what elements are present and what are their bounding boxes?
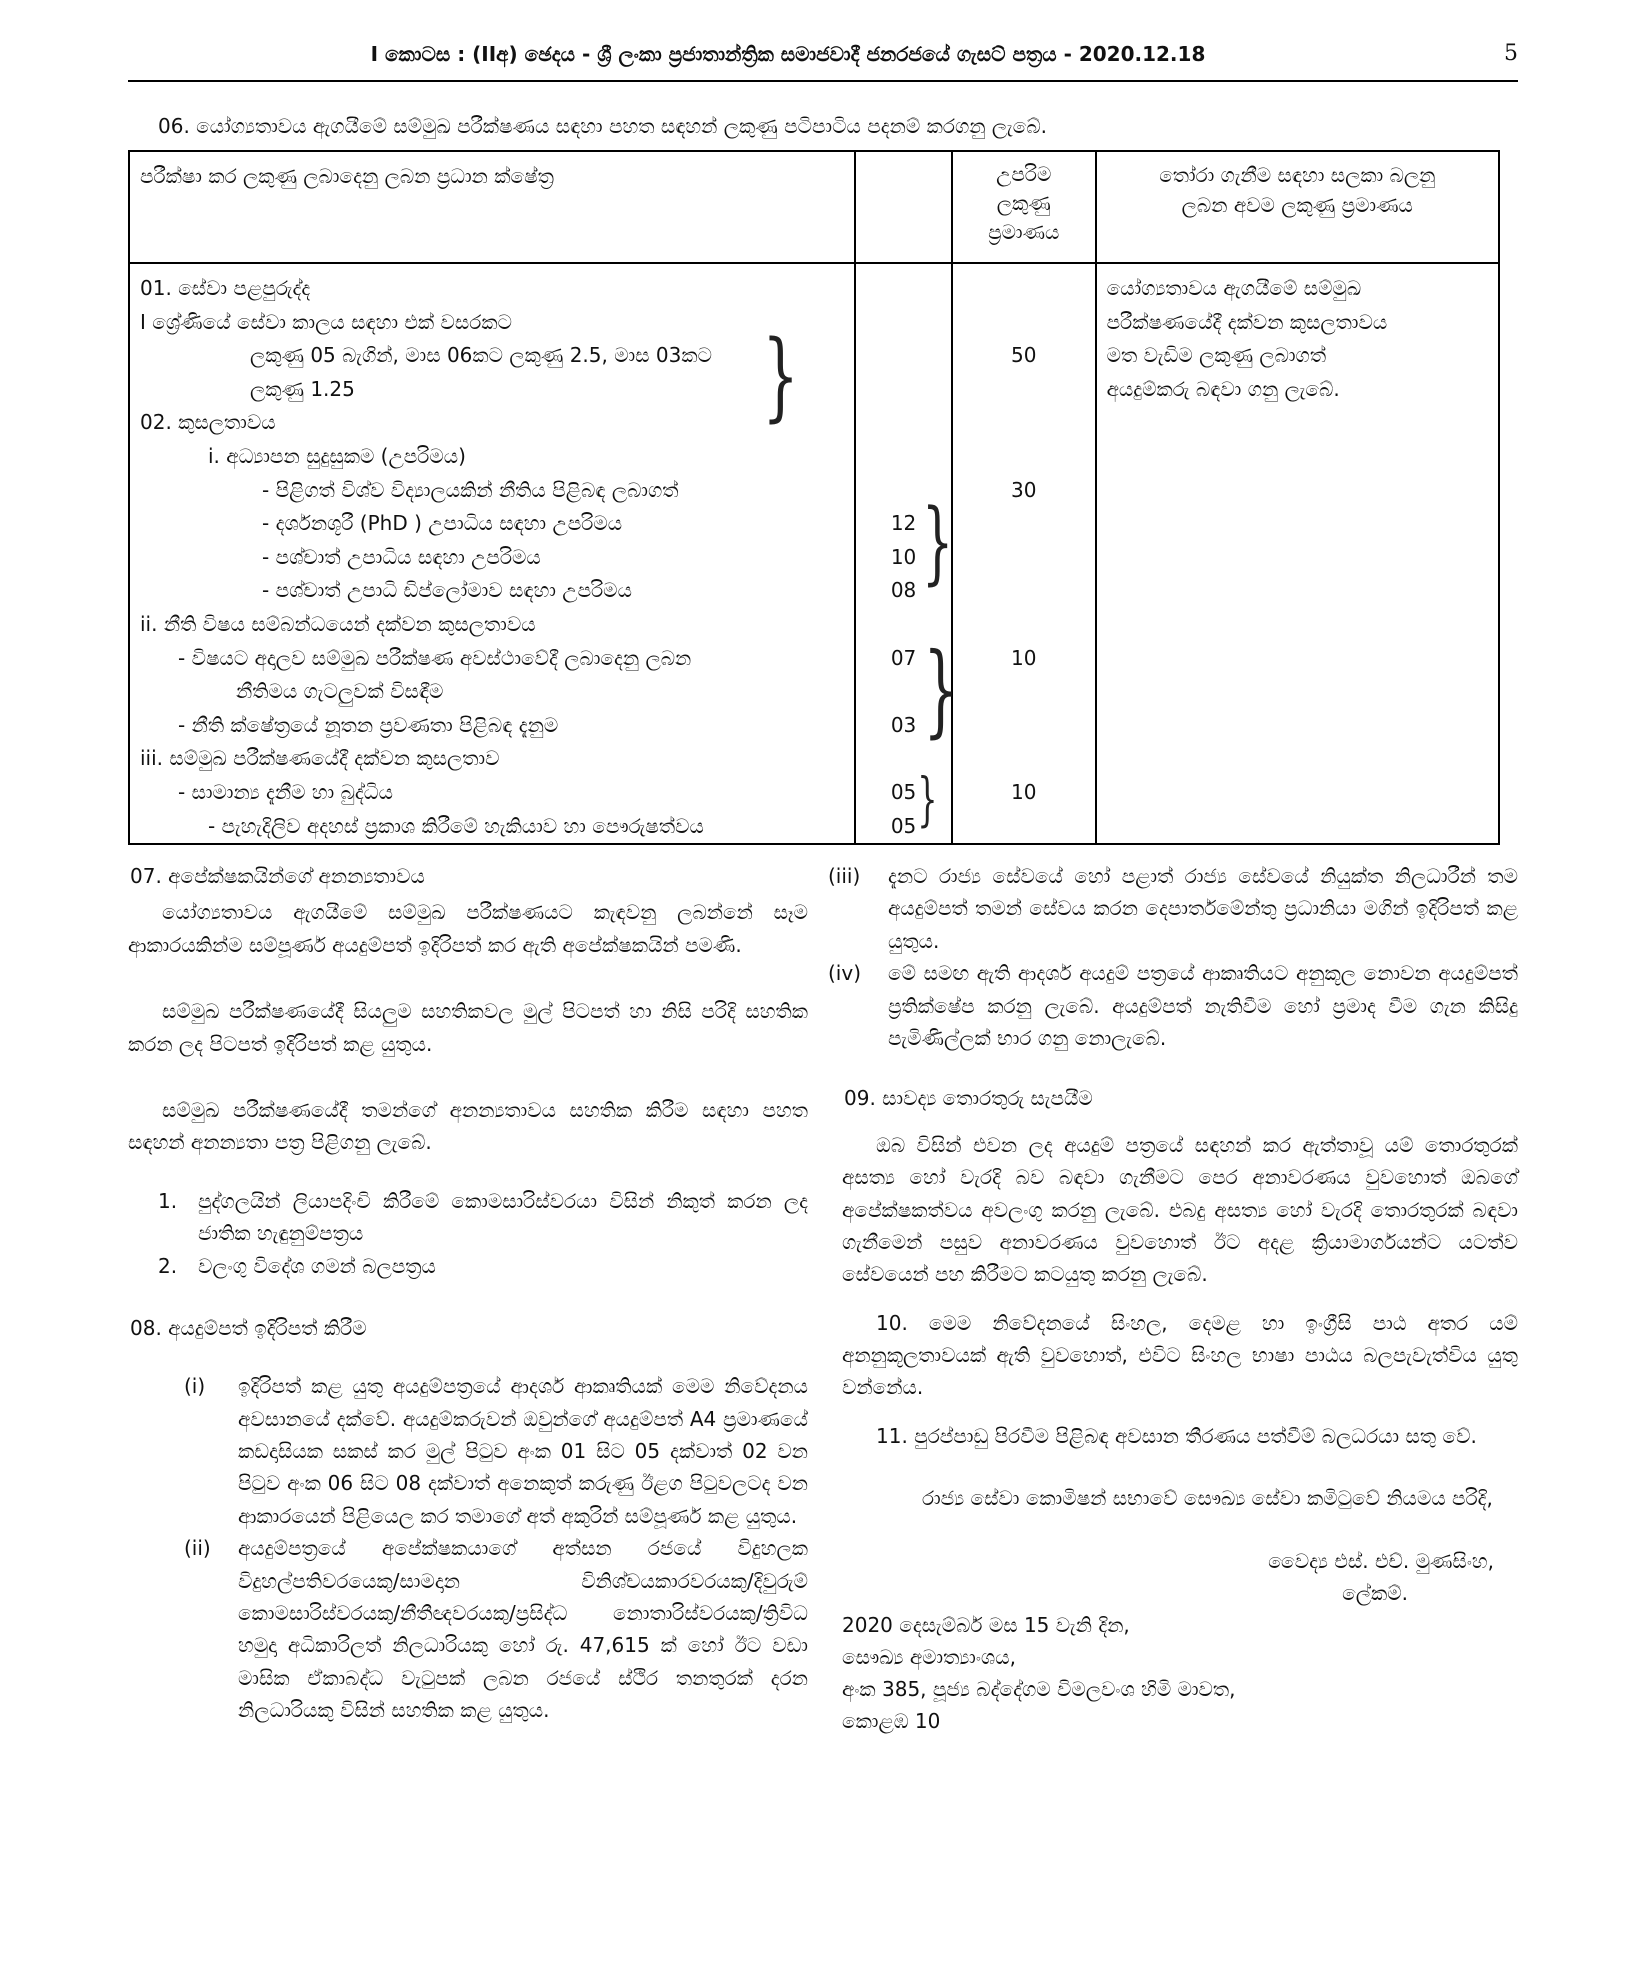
brace-legal: }	[923, 631, 959, 748]
section-08-title: 08. අයදුම්පත් ඉදිරිපත් කිරීම	[130, 1315, 367, 1340]
sub-marks-cell: 12	[890, 511, 917, 536]
criteria-row: - පිළිගත් විශ්ව විද්‍යාලයකින් නීතිය පිළිබඳ ලබාගත්	[262, 477, 679, 502]
criteria-row: - පැහැදිලිව අදහස් ප්‍රකාශ කිරීමේ හැකියාව හා පෞරුෂත්වය	[208, 813, 704, 838]
max-marks-cell	[963, 507, 1085, 541]
section-06-intro: 06. යෝග්‍යතාවය ඇගයීමේ සම්මුඛ පරීක්ෂණය සඳහා පහත සඳහන් ලකුණු පටිපාටිය පදනම් කරගනු ලැබේ.	[158, 114, 1047, 138]
criteria-row: - විෂයට අදාලව සම්මුඛ පරීක්ෂණ අවස්ථාවේදී ලබාදෙනු ලබන	[178, 645, 692, 670]
section-09-title: 09. සාවද්‍ය තොරතුරු සැපයීම	[844, 1086, 1093, 1111]
criteria-row: ii. නීති විෂය සම්බන්ධයෙන් දක්වන කුසලතාවය	[140, 611, 536, 636]
section-07-para-3: සම්මුඛ පරීක්ෂණයේදී තමන්ගේ අනන්‍යතාවය සහතික කිරීම සඳහා පහත සඳහන් අනන්‍යතා පත්‍ර පිළිගනු ලැබේ.	[128, 1097, 808, 1155]
brace-service: }	[762, 320, 799, 432]
section-07-para-1: යෝග්‍යතාවය ඇගයීමේ සම්මුඛ පරීක්ෂණයට කැඳවනු ලබන්නේ සෑම ආකාරයකින්ම සම්පූර්ණ අයදුම්පත් ඉදිරිපත් කර ඇති අපේක්ෂකයින් පමණි.	[128, 900, 808, 957]
page-number: 5	[1504, 41, 1518, 66]
list-item: (iii) දැනට රාජ්‍ය සේවයේ හෝ පළාත් රාජ්‍ය සේවයේ නියුක්ත නිලධාරීන් තම අයදුම්පත් තමන් සේවය කරන දෙපාර්තමේන්තු ප්‍රධානියා මගින් ඉදිරිපත් කළ යුතුය.	[828, 864, 1518, 953]
criteria-row: I ශ්‍රේණියේ සේවා කාලය සඳහා එක් වසරකට	[140, 309, 512, 334]
criteria-row: ලකුණු 1.25	[250, 376, 355, 401]
max-marks-cell	[963, 742, 1085, 776]
max-marks-cell	[963, 272, 1085, 306]
section-11-para: 11. පුරප්පාඩු පිරවීම පිළිබඳ අවසාන තීරණය පත්වීම් බලධරයා සතු වේ.	[876, 1423, 1477, 1448]
sub-marks-cell	[866, 373, 941, 407]
list-item: (ii) අයදුම්පත්‍රයේ අපේක්ෂකයාගේ අත්සන රජයේ විදුහලක විදුහල්පතිවරයෙකු/සාමදාන විනිශ්චයකාරවරයකු/දිවුරුම් කොමසාරිස්වරයකු/නීතීඥවරයකු/ප්‍රසිද්ධ නොතාරිස්වරයකු/ත්‍රිවිධ හමුදා අධිකාරිලත් නිලධාරියකු හෝ රු. 47,615 ක් හෝ ඊට වඩා මාසික ඒකාබද්ධ වැටුපක් ලබන රජයේ ස්ථිර තනතුරක් දරන නිලධාරියකු විසින් සහතික කළ යුතුය.	[184, 1536, 808, 1723]
max-marks-cell	[963, 675, 1085, 709]
id-documents-list	[158, 1185, 808, 1282]
header-max-marks: උපරිම ලකුණු ප්‍රමාණය	[952, 151, 1096, 263]
address-block: 2020 දෙසැම්බර් මස 15 වැනි දින, සෞඛ්‍ය අමාත්‍යාංශය, අංක 385, පූජ්‍ය බද්දේගම විමලවංශ හිමි මාවත, කොළඹ 10	[842, 1613, 1236, 1734]
marks-table-header	[129, 151, 1499, 263]
sub-marks-cell: 08	[890, 578, 917, 603]
criteria-row: 02. කුසලතාවය	[140, 410, 276, 435]
criteria-row: - දර්ශනශූරී (PhD ) උපාධිය සඳහා උපරිමය	[262, 511, 623, 536]
criteria-row: ලකුණු 05 බැගින්, මාස 06කට ලකුණු 2.5, මාස 03කට	[250, 343, 712, 368]
header-main-areas: පරීක්ෂා කර ලකුණු ලබාදෙනු ලබන ප්‍රධාන ක්ෂේත්‍ර	[129, 151, 855, 263]
max-marks-cell: 30	[1011, 477, 1037, 502]
sub-marks-cell	[866, 272, 941, 306]
sub-marks-cell: 03	[890, 712, 917, 737]
criteria-column	[129, 263, 855, 844]
sub-marks-cell	[866, 406, 941, 440]
header-sub-marks	[855, 151, 952, 263]
marks-table-body	[129, 263, 1499, 844]
section-08-items-left	[178, 1370, 808, 1726]
list-item: (i) ඉදිරිපත් කළ යුතු අයදුම්පත්‍රයේ ආදර්ශ ආකෘතියක් මෙම නිවේදනය අවසානයේ දක්වේ. අයදුම්කරුවන් ඔවුන්ගේ අයදුම්පත් A4 ප්‍රමාණයේ කඩදාසියක සකස් කර මුල් පිටුව අංක 01 සිට 05 දක්වාත් 02 වන පිටුව අංක 06 සිට 08 දක්වාත් අනෙකුත් කරුණු ඊළග පිටුවලටද වන ආකාරයෙන් පිළියෙල කර තමාගේ අත් අකුරින් සම්පූර්ණ කළ යුතුය.	[184, 1374, 808, 1528]
max-marks-cell	[963, 373, 1085, 407]
signatory-name: වෛද්‍ය එස්. එච්. මුණසිංහ,	[1268, 1548, 1494, 1573]
criteria-row: - නීති ක්ෂේත්‍රයේ නූතන ප්‍රවණතා පිළිබඳ දැනුම	[178, 712, 559, 737]
brace-education: }	[921, 490, 954, 595]
max-marks-column	[952, 263, 1096, 844]
section-07-title: 07. අපේක්ෂකයින්ගේ අනන්‍යතාවය	[130, 864, 425, 888]
max-marks-cell: 50	[1011, 343, 1037, 368]
section-09-para: ඔබ විසින් එවන ලද අයදුම් පත්‍රයේ සඳහන් කර ඇත්තාවූ යම් තොරතුරක් අසත්‍ය හෝ වැරදි බව බඳවා ගැනීමට පෙර අනාවරණය වුවහොත් ඔබගේ අපේක්ෂකත්වය අවලංගු කරනු ලැබේ. එබදු අසත්‍ය හෝ වැරදි තොරතුරක් බඳවා ගැනීමෙන් පසුව අනාවරණය වුවහොත් ඊට අදළ ක්‍රියාමාර්ගයන්ට යටත්ව සේවයෙන් පහ කිරීමට කටයුතු කරනු ලැබේ.	[842, 1132, 1518, 1287]
page-header	[128, 10, 1518, 82]
max-marks-cell: 10	[1011, 779, 1037, 804]
criteria-row: - පශ්චාත් උපාධිය සඳහා උපරිමය	[262, 544, 541, 569]
marks-table	[128, 150, 1500, 845]
sub-marks-cell: 05	[890, 813, 917, 838]
max-marks-cell	[963, 541, 1085, 575]
criteria-row: නීතිමය ගැටලුවක් විසඳීම	[236, 679, 444, 704]
max-marks-cell	[963, 810, 1085, 844]
right-column	[828, 860, 1518, 1737]
max-marks-cell: 10	[1011, 645, 1037, 670]
sub-marks-cell: 05	[890, 779, 917, 804]
list-item: 2. වලංගු විදේශ ගමන් බලපත්‍රය	[158, 1253, 436, 1278]
left-column	[128, 860, 808, 1727]
sub-marks-cell	[866, 440, 941, 474]
section-07-para-2: සම්මුඛ පරීක්ෂණයේදී සියලුම සහතිකවල මුල් පිටපත් හා නිසි පරිදි සහතික කරන ලද පිටපත් ඉදිරිපත් කළ යුතුය.	[128, 999, 808, 1056]
criteria-row: 01. සේවා පළපුරුද්ද	[140, 276, 311, 300]
criteria-row: - පශ්චාත් උපාධි ඩිප්ලෝමාව සඳහා උපරිමය	[262, 578, 632, 603]
signatory-title: ලේකම්.	[1342, 1581, 1408, 1606]
section-08-items-right	[822, 860, 1518, 1054]
max-marks-cell	[963, 440, 1085, 474]
order-para: රාජ්‍ය සේවා කොමිෂන් සභාවේ සෞඛ්‍ය සේවා කමිටුවේ නියමය පරිදි,	[922, 1486, 1493, 1511]
criteria-row: i. අධ්‍යාපන සුදුසුකම (උපරිමය)	[208, 443, 466, 468]
sub-marks-cell: 07	[890, 645, 917, 670]
sub-marks-cell	[866, 306, 941, 340]
list-item: 1. පුද්ගලයින් ලියාපදිංචි කිරීමේ කොමසාරිස්වරයා විසින් නිකුත් කරන ලද ජාතික හැඳුනුම්පත්‍රය	[158, 1188, 808, 1246]
list-item: (iv) මේ සමඟ ඇති ආදර්ශ අයදුම් පත්‍රයේ ආකෘතියට අනුකූල නොවන අයදුම්පත් ප්‍රතික්ෂේප කරනු ලැබේ. අයදුම්පත් නැතිවීම හෝ ප්‍රමාද වීම ගැන කිසිදු පැමිණිල්ලක් භාර ගනු නොලැබේ.	[828, 961, 1518, 1050]
max-marks-cell	[963, 406, 1085, 440]
min-marks-note: යෝග්‍යතාවය ඇගයීමේ සම්මුඛ පරීක්ෂණයේදී දක්වන කුසලතාවය මත වැඩිම ලකුණු ලබාගත් අයදුම්කරු බඳවා ගනු ලැබේ.	[1096, 263, 1499, 844]
gazette-header-title: I කොටස : (IIඅ) ඡෙදය - ශ්‍රී ලංකා ප්‍රජාතාන්ත්‍රික සමාජවාදී ජනරජයේ ගැසට් පත්‍රය - 2020.12.18	[370, 42, 1206, 66]
criteria-row: - සාමාන්‍ය දැනීම හා බුද්ධිය	[178, 779, 393, 804]
max-marks-cell	[963, 709, 1085, 743]
max-marks-cell	[963, 574, 1085, 608]
criteria-row: iii. සම්මුඛ පරීක්ෂණයේදී දක්වන කුසලතාව	[140, 746, 500, 771]
max-marks-cell	[963, 608, 1085, 642]
brace-interview: }	[917, 765, 938, 833]
sub-marks-cell	[866, 339, 941, 373]
section-10-para: 10. මෙම නිවේදනයේ සිංහල, දෙමළ හා ඉංග්‍රීසි පාඨ අතර යම් අනනුකූලතාවයක් ඇති වුවහොත්, එවිට සිංහල භාෂා පාඨය බලපැවැත්විය යුතු වන්නේය.	[842, 1310, 1518, 1400]
sub-marks-cell: 10	[890, 544, 917, 569]
max-marks-cell	[963, 306, 1085, 340]
header-min-marks: තෝරා ගැනීම සඳහා සලකා බලනු ලබන අවම ලකුණු ප්‍රමාණය	[1096, 151, 1499, 263]
